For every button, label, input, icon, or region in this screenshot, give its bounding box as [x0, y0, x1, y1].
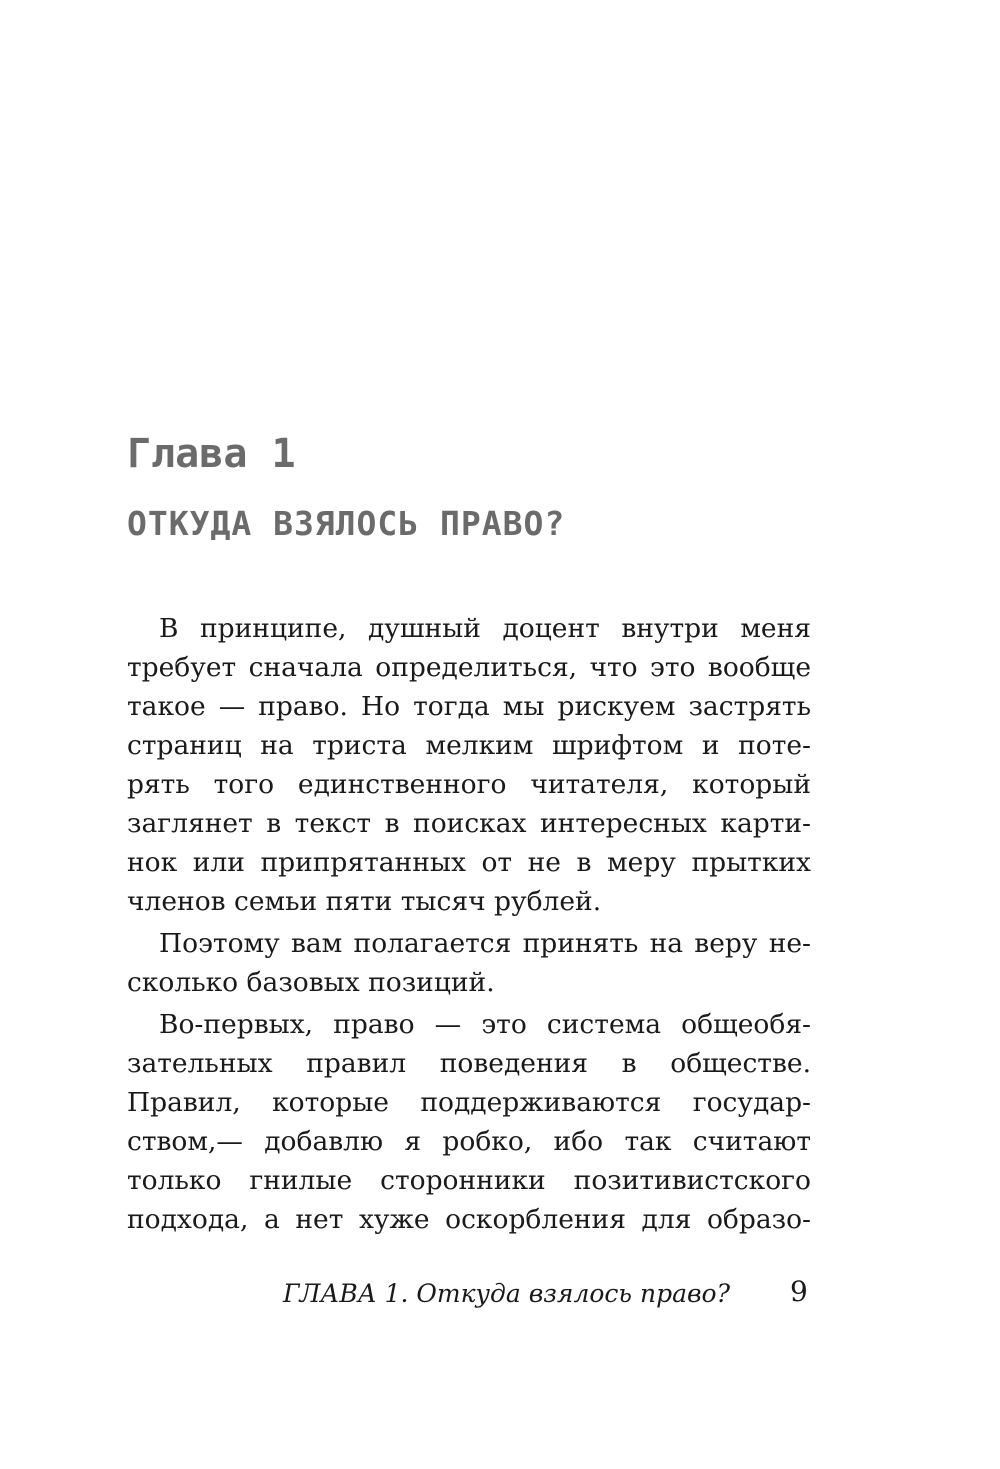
- text-line: требует сначала определиться, что это вообще: [127, 652, 811, 683]
- text-line: В принципе, душный доцент внутри меня: [159, 613, 811, 644]
- text-line: такое — право. Но тогда мы рискуем застрять: [127, 691, 811, 722]
- text-line: членов семьи пяти тысяч рублей.: [127, 886, 602, 917]
- text-line: Поэтому вам полагается принять на веру не-: [159, 928, 811, 959]
- text-line: зательных правил поведения в обществе.: [127, 1048, 811, 1079]
- paragraph: [127, 1005, 811, 1239]
- text-line: только гнилые сторонники позитивистского: [127, 1165, 811, 1196]
- text-line: рять того единственного читателя, который: [127, 769, 811, 800]
- text-line: нок или припрятанных от не в меру прытких: [127, 847, 811, 878]
- body-text: [127, 609, 811, 1239]
- running-footer-title: ГЛАВА 1. Откуда взялось право?: [282, 1279, 730, 1308]
- chapter-title: ОТКУДА ВЗЯЛОСЬ ПРАВО?: [127, 504, 566, 543]
- chapter-number: Глава 1: [127, 431, 296, 477]
- paragraph: [127, 609, 811, 921]
- text-line: подхода, а нет хуже оскорбления для образо-: [127, 1204, 811, 1235]
- text-line: сколько базовых позиций.: [127, 967, 495, 998]
- text-line: Правил, которые поддерживаются государ-: [127, 1087, 811, 1118]
- text-line: ством,— добавлю я робко, ибо так считают: [127, 1126, 811, 1157]
- page-number: 9: [790, 1275, 808, 1308]
- paragraph: [127, 924, 811, 1002]
- text-line: заглянет в текст в поисках интересных карти-: [127, 808, 811, 839]
- text-line: страниц на триста мелким шрифтом и поте-: [127, 730, 811, 761]
- text-line: Во-первых, право — это система общеобя-: [159, 1009, 811, 1040]
